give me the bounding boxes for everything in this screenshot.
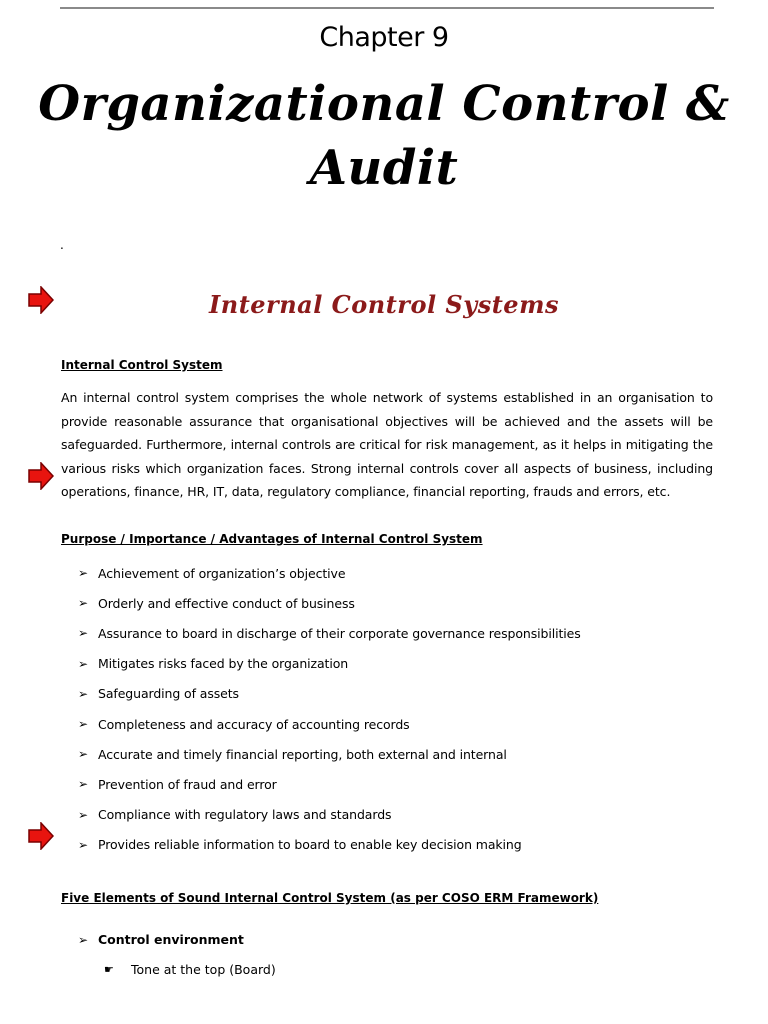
red-arrow-icon	[28, 462, 54, 490]
top-rule	[60, 7, 714, 9]
list-item: ➢ Orderly and effective conduct of business	[78, 595, 355, 611]
list-item: ➢ Compliance with regulatory laws and standards	[78, 807, 392, 823]
list-item: ➢ Safeguarding of assets	[78, 686, 239, 702]
list-item: ➢ Achievement of organization’s objective	[78, 565, 346, 581]
purpose-list	[78, 558, 581, 860]
paragraph-internal-control-system: An internal control system comprises the whole network of systems established in an organisation to provide reasonable assurance that organisational objectives will be achieved and the assets will be safeguarded. Furthermore, internal controls are critical for risk management, as it helps in mitigating the various risks which organization faces. Strong internal controls cover all aspects of business, including operations, finance, HR, IT, data, regulatory compliance, financial reporting, frauds and errors, etc.	[61, 390, 713, 499]
arrow-bullet-icon: ➢	[78, 807, 88, 822]
section-title: Internal Control Systems	[209, 290, 559, 319]
heading-internal-control-system: Internal Control System	[61, 358, 223, 372]
arrow-bullet-icon: ➢	[78, 747, 88, 762]
arrow-bullet-icon: ➢	[78, 777, 88, 792]
arrow-bullet-icon: ➢	[78, 932, 89, 947]
list-item: ➢ Accurate and timely financial reporting, both external and internal	[78, 746, 507, 762]
heading-purpose: Purpose / Importance / Advantages of Internal Control System	[61, 532, 483, 546]
arrow-bullet-icon: ➢	[78, 717, 88, 732]
main-title-line-1: Organizational Control &	[38, 76, 730, 132]
list-item: ➢ Completeness and accuracy of accounting records	[78, 716, 410, 732]
main-title	[0, 72, 768, 200]
heading-five-elements: Five Elements of Sound Internal Control System (as per COSO ERM Framework)	[61, 891, 599, 905]
list-item: ➢ Assurance to board in discharge of their corporate governance responsibilities	[78, 625, 581, 641]
arrow-bullet-icon: ➢	[78, 626, 88, 641]
list-item: ➢ Provides reliable information to board to enable key decision making	[78, 837, 522, 853]
arrow-bullet-icon: ➢	[78, 566, 88, 581]
pointing-hand-icon: ☛	[104, 963, 114, 976]
stray-dot: .	[60, 238, 64, 252]
arrow-bullet-icon: ➢	[78, 686, 88, 701]
red-arrow-icon	[28, 822, 54, 850]
main-title-line-2: Audit	[309, 140, 459, 196]
arrow-bullet-icon: ➢	[78, 656, 88, 671]
chapter-label: Chapter 9	[319, 22, 449, 53]
element-control-environment: ➢ Control environment	[78, 932, 244, 947]
arrow-bullet-icon: ➢	[78, 596, 88, 611]
list-item: ➢ Prevention of fraud and error	[78, 776, 277, 792]
arrow-bullet-icon: ➢	[78, 837, 88, 852]
list-item: ➢ Mitigates risks faced by the organization	[78, 656, 349, 672]
sub-item-tone-at-top: ☛ Tone at the top (Board)	[104, 962, 276, 977]
